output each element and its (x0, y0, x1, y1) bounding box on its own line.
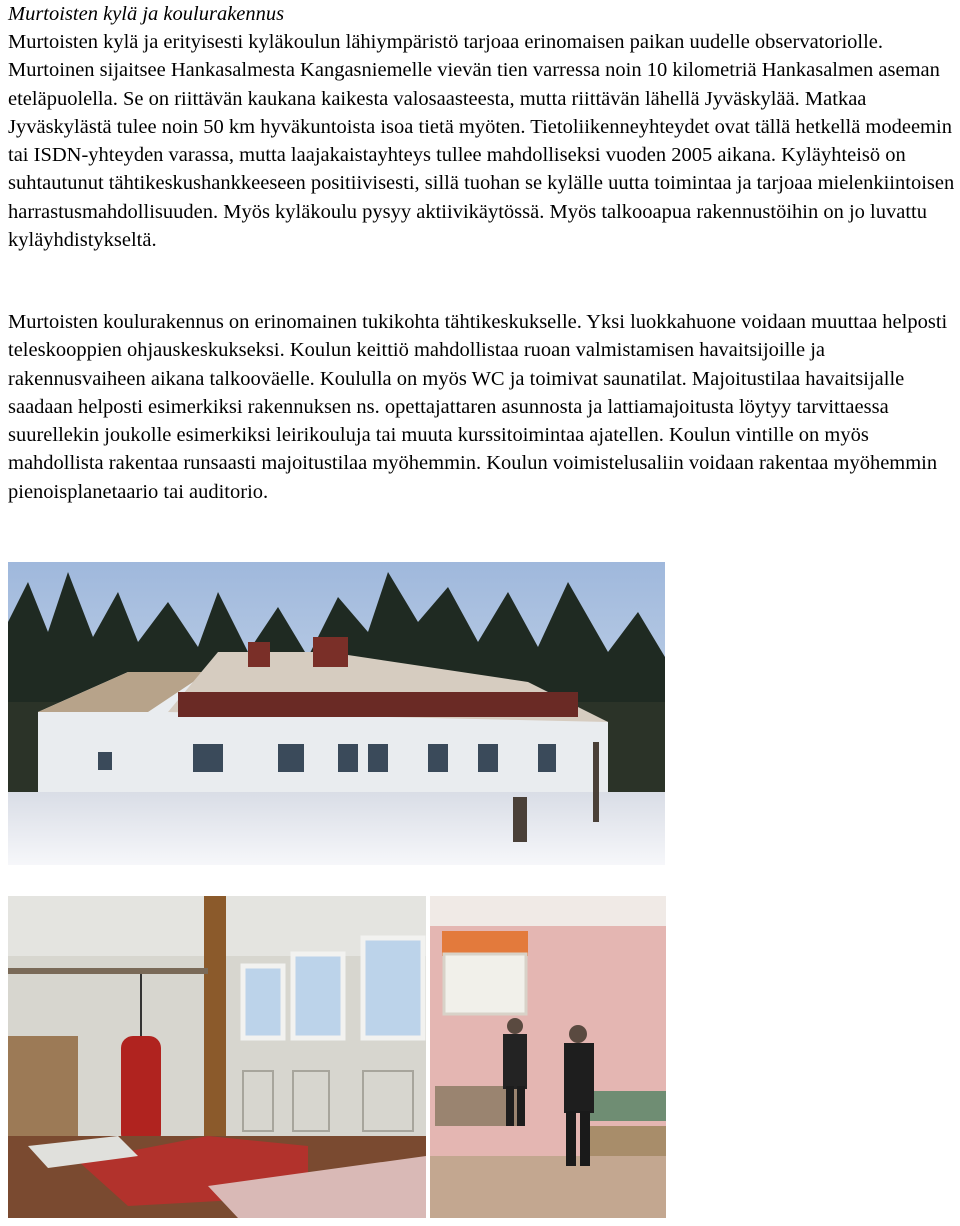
paragraph-village: Murtoisten kylä ja erityisesti kyläkoulun lähiympäristö tarjoaa erinomaisen paikan uudelle observatoriolle. Murtoinen sijaitsee Hankasalmesta Kangasniemelle vievän tien varressa noin 10 kilometriä Hankasalmen aseman eteläpuolella. Se on riittävän kaukana kaikesta valosaasteesta, mutta riittävän lähellä Jyväskylää. Matkaa Jyväskylästä tulee noin 50 km hyväkuntoista isoa tietä myöten. Tietoliikenneyhteydet ovat tällä hetkellä modeemin tai ISDN-yhteyden varassa, mutta laajakaistayhteys tullee mahdolliseksi vuoden 2005 aikana. Kyläyhteisö on suhtautunut tähtikeskushankkeeseen positiivisesti, sillä tuohan se kylälle uutta toimintaa ja tarjoaa mielenkiintoisen harrastusmahdollisuuden. Myös kyläkoulu pysyy aktiivikäytössä. Myös talkooapua rakennustöihin on jo luvattu kyläyhdistykseltä. (8, 31, 955, 252)
paragraph-school-building: Murtoisten koulurakennus on erinomainen tukikohta tähtikeskukselle. Yksi luokkahuone voidaan muuttaa helposti teleskooppien ohjauskeskukseksi. Koulun keittiö mahdollistaa ruoan valmistamisen havaitsijoille ja rakennusvaiheen aikana talkooväelle. Koululla on myös WC ja toimivat saunatilat. Majoitustilaa havaitsijalle saadaan helposti esimerkiksi rakennuksen ns. opettajattaren asunnosta ja lattiamajoitusta löytyy tarvittaessa suurellekin joukolle esimerkiksi leirikouluja tai muuta kurssitoimintaa ajatellen. Koulun vintille on myös mahdollista rakentaa runsaasti majoitustilaa myöhemmin. Koulun voimistelusaliin voidaan rakentaa myöhemmin pienoisplanetaario tai auditorio. (8, 311, 948, 503)
gym-hall-photo (8, 896, 426, 1218)
document-title: Murtoisten kylä ja koulurakennus (8, 3, 285, 25)
classroom-photo (430, 896, 666, 1218)
school-building-photo (8, 562, 665, 865)
